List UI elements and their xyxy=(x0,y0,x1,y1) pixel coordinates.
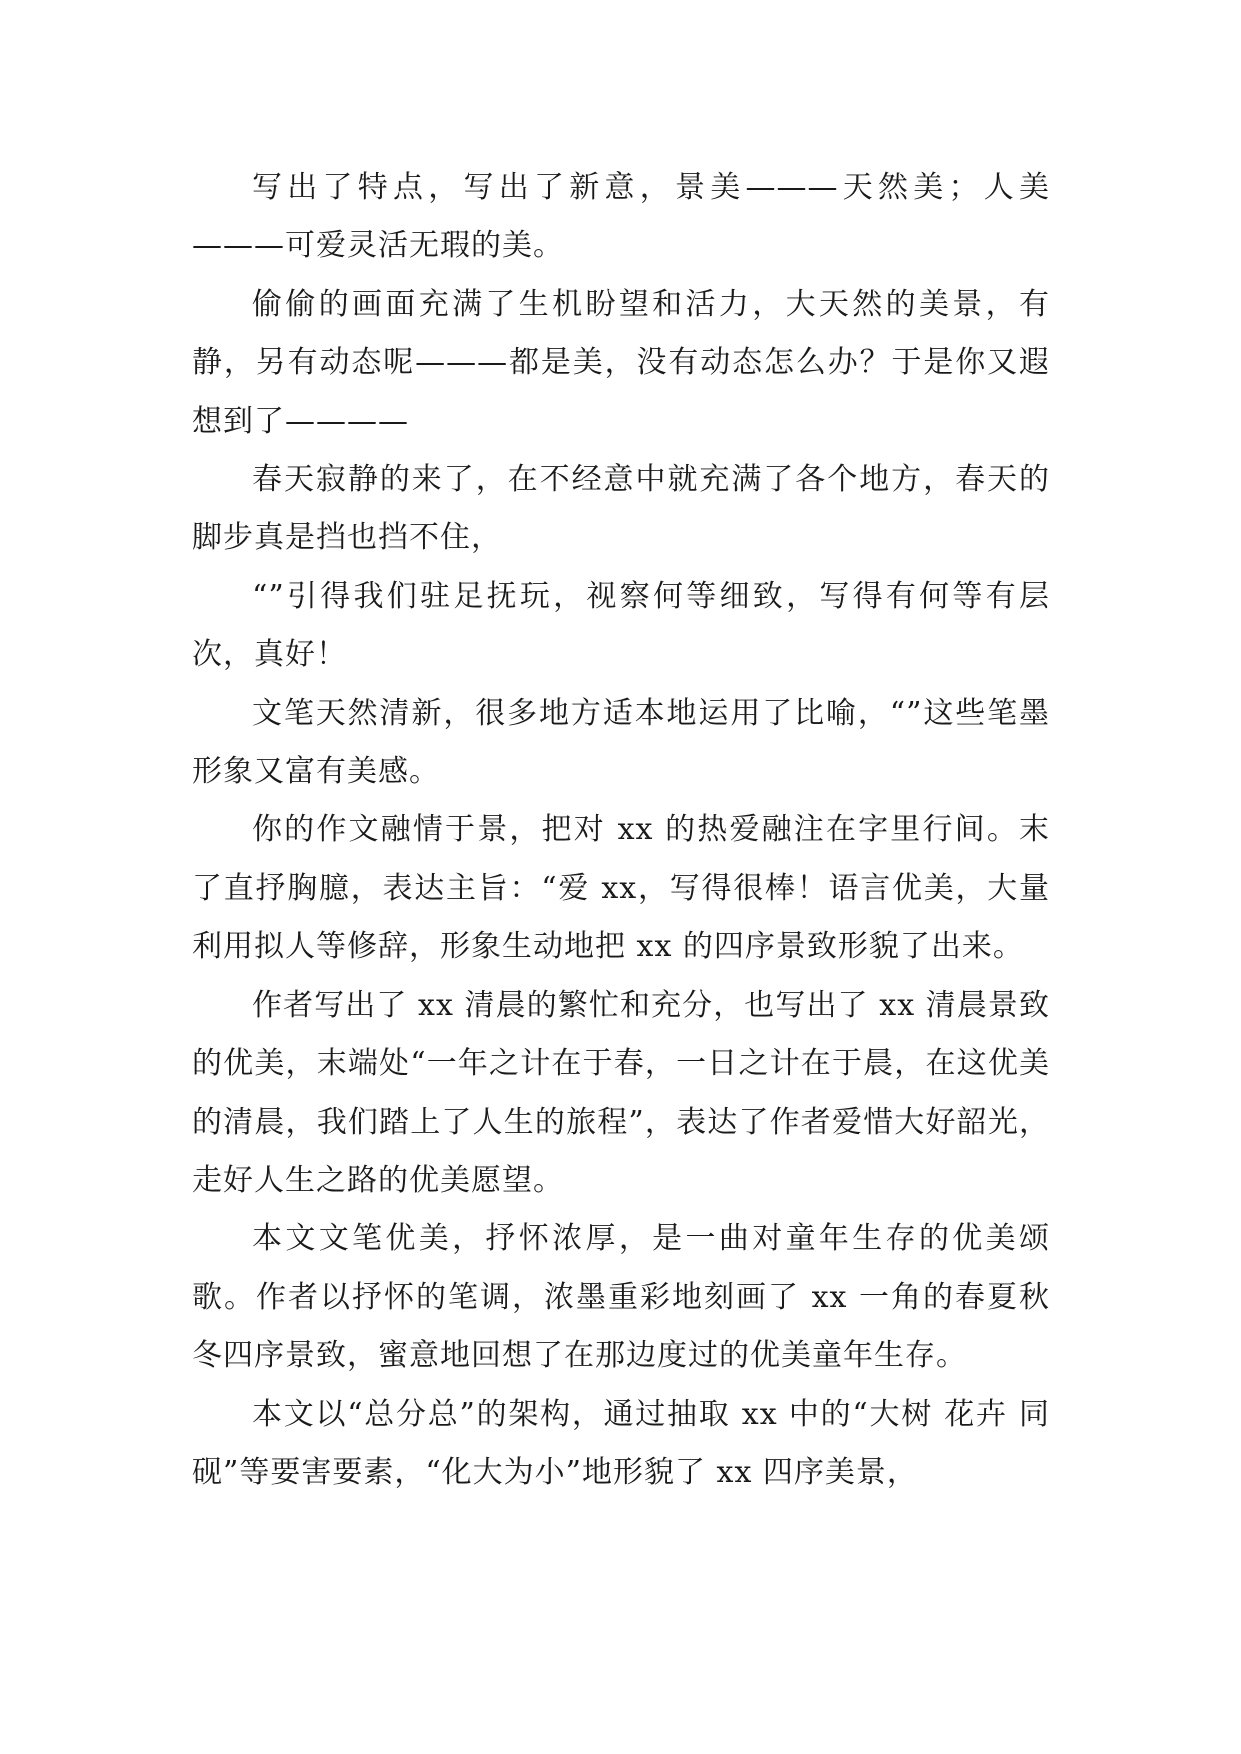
paragraph-7: 作者写出了 xx 清晨的繁忙和充分，也写出了 xx 清晨景致的优美，末端处“一年之计在于春，一日之计在于晨，在这优美的清晨，我们踏上了人生的旅程”，表达了作者爱惜大好韶光，走好人生之路的优美愿望。 xyxy=(192,987,1050,1198)
paragraph-8: 本文文笔优美，抒怀浓厚，是一曲对童年生存的优美颂歌。作者以抒怀的笔调，浓墨重彩地刻画了 xx 一角的春夏秋冬四序景致，蜜意地回想了在那边度过的优美童年生存。 xyxy=(192,1221,1050,1374)
paragraph-9: 本文以“总分总”的架构，通过抽取 xx 中的“大树 花卉 同砚”等要害要素，“化大为小”地形貌了 xx 四序美景， xyxy=(192,1396,1050,1490)
paragraph-2: 偷偷的画面充满了生机盼望和活力，大天然的美景，有静，另有动态呢———都是美，没有动态怎么办？于是你又遐想到了———— xyxy=(192,286,1050,439)
paragraph-5: 文笔天然清新，很多地方适本地运用了比喻，“”这些笔墨形象又富有美感。 xyxy=(192,695,1050,790)
paragraph-3: 春天寂静的来了，在不经意中就充满了各个地方，春天的脚步真是挡也挡不住， xyxy=(192,462,1050,556)
paragraph-1: 写出了特点，写出了新意，景美———天然美；人美———可爱灵活无瑕的美。 xyxy=(192,170,1050,264)
paragraph-4: “”引得我们驻足抚玩，视察何等细致，写得有何等有层次，真好！ xyxy=(192,578,1050,673)
paragraph-6: 你的作文融情于景，把对 xx 的热爱融注在字里行间。末了直抒胸臆，表达主旨：“爱 xx，写得很棒！语言优美，大量利用拟人等修辞，形象生动地把 xx 的四序景致形貌了出来。 xyxy=(192,812,1050,965)
document-page xyxy=(192,159,1050,1502)
